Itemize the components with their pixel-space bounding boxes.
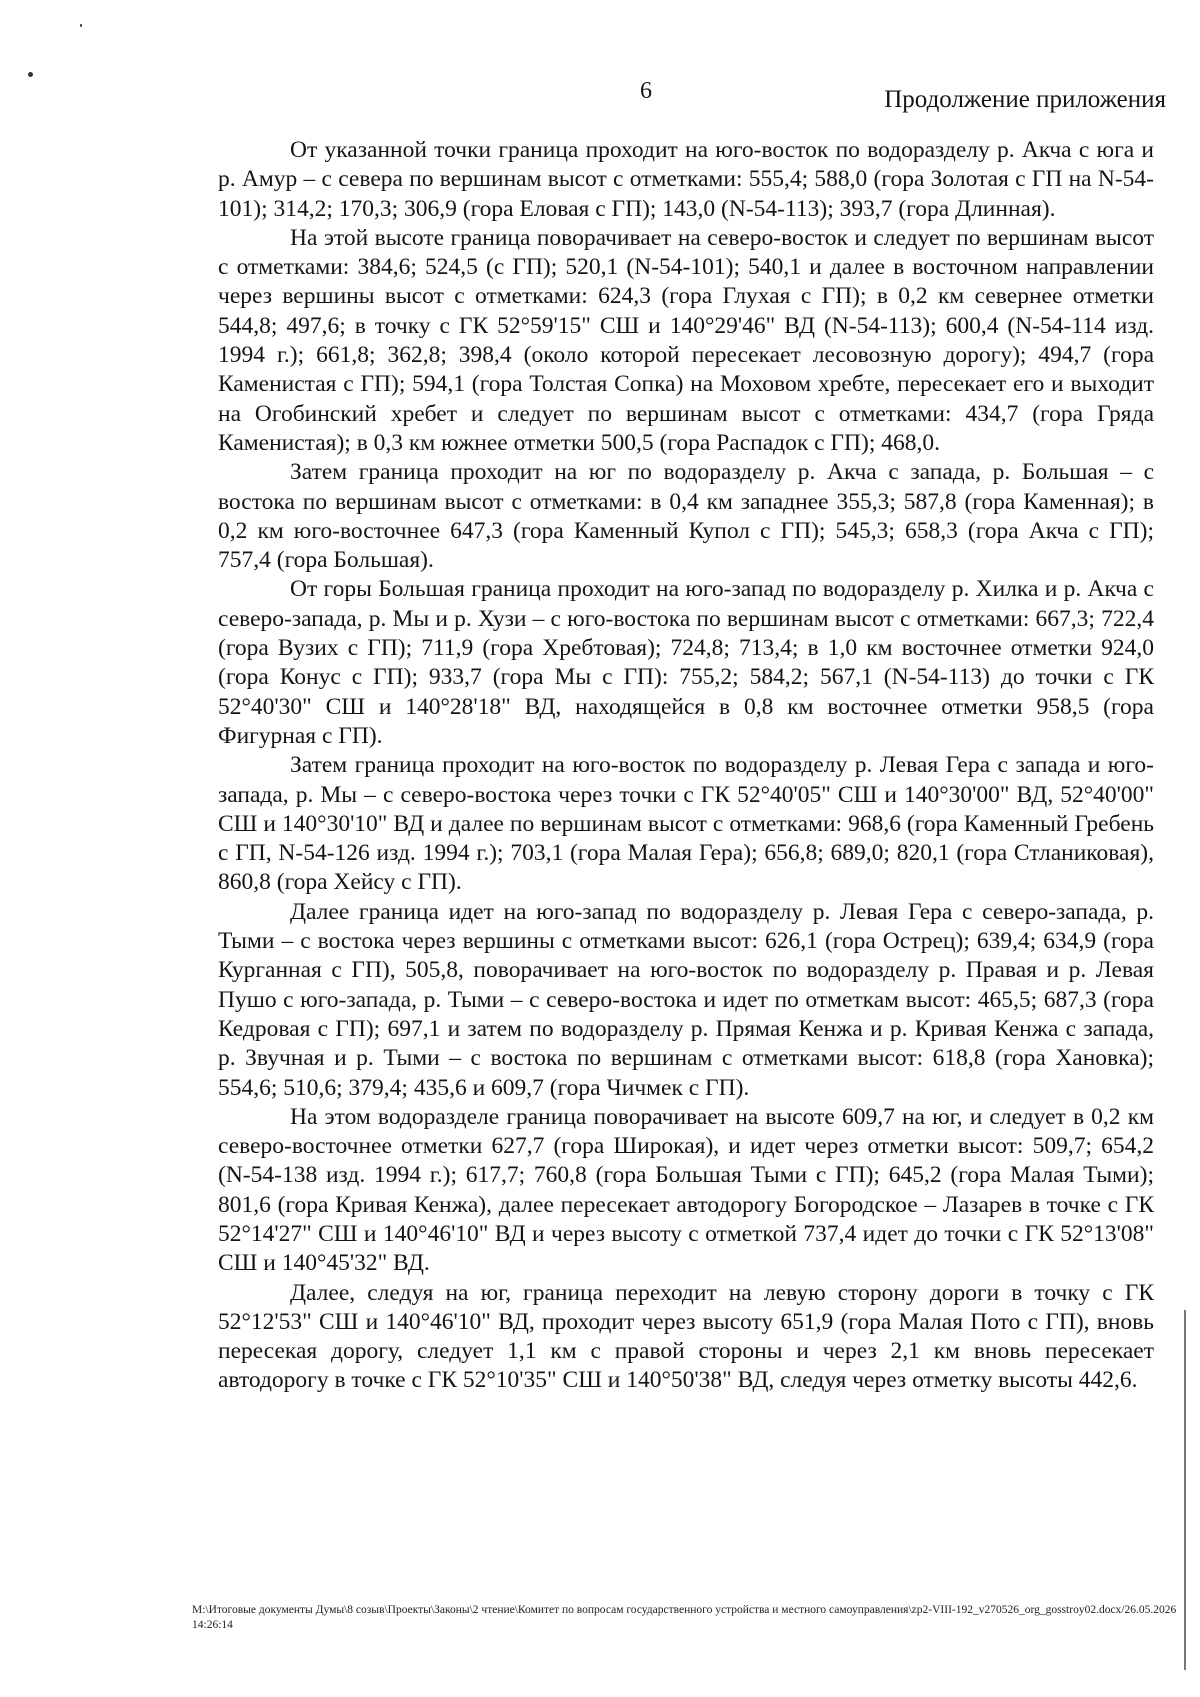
paragraph: От горы Большая граница проходит на юго-запад по водоразделу р. Хилка и р. Акча с северо-запада, р. Мы и р. Хузи – с юго-востока по вершинам высот с отметками: 667,3; 722,4 (гора Вузих с ГП); 711,9 (гора Хребтовая); 724,8; 713,4; в 1,0 км восточнее отметки 924,0 (гора Конус с ГП); 933,7 (гора Мы с ГП): 755,2; 584,2; 567,1 (N-54-113) до точки с ГК 52°40'30" СШ и 140°28'18" ВД, находящейся в 0,8 км восточнее отметки 958,5 (гора Фигурная с ГП). [218,576,1154,749]
scan-edge-line [1184,1310,1186,1670]
paragraph: Затем граница проходит на юг по водоразделу р. Акча с запада, р. Большая – с востока по вершинам высот с отметками: в 0,4 км западнее 355,3; 587,8 (гора Каменная); в 0,2 км юго-восточнее 647,3 (гора Каменный Купол с ГП); 545,3; 658,3 (гора Акча с ГП); 757,4 (гора Большая). [218,459,1154,574]
footer-file-path: M:\Итоговые документы Думы\8 созыв\Проекты\Законы\2 чтение\Комитет по вопросам государственного устройства и местного самоуправления\zp2-VIII-192_v270526_org_gosstroy02.docx/26.05.2026 14:26:14 [192,1604,1177,1631]
paragraph: Далее, следуя на юг, граница переходит на левую сторону дороги в точку с ГК 52°12'53" СШ и 140°46'10" ВД, проходит через высоту 651,9 (гора Малая Пото с ГП), вновь пересекая дорогу, следует 1,1 км с правой стороны и через 2,1 км вновь пересекает автодорогу в точке с ГК 52°10'35" СШ и 140°50'38" ВД, следуя через отметку высоты 442,6. [218,1279,1154,1394]
header-note: Продолжение приложения [884,86,1166,113]
document-body [218,136,1154,1396]
paragraph: На этом водоразделе граница поворачивает на высоте 609,7 на юг, и следует в 0,2 км северо-восточнее отметки 627,7 (гора Широкая), и идет через отметки высот: 509,7; 654,2 (N-54-138 изд. 1994 г.); 617,7; 760,8 (гора Большая Тыми с ГП); 645,2 (гора Малая Тыми); 801,6 (гора Кривая Кенжа), далее пересекает автодорогу Богородское – Лазарев в точке с ГК 52°14'27" СШ и 140°46'10" ВД и через высоту с отметкой 737,4 идет до точки с ГК 52°13'08" СШ и 140°45'32" ВД. [218,1103,1154,1277]
paragraph: На этой высоте граница поворачивает на северо-восток и следует по вершинам высот с отметками: 384,6; 524,5 (с ГП); 520,1 (N-54-101); 540,1 и далее в восточном направлении через вершины высот с отметками: 624,3 (гора Глухая с ГП); в 0,2 км севернее отметки 544,8; 497,6; в точку с ГК 52°59'15" СШ и 140°29'46" ВД (N-54-113); 600,4 (N-54-114 изд. 1994 г.); 661,8; 362,8; 398,4 (около которой пересекает лесовозную дорогу); 494,7 (гора Каменистая с ГП); 594,1 (гора Толстая Сопка) на Моховом хребте, пересекает его и выходит на Огобинский хребет и следует по вершинам высот с отметками: 434,7 (гора Гряда Каменистая); в 0,3 км южнее отметки 500,5 (гора Распадок с ГП); 468,0. [218,224,1154,456]
paragraph: Затем граница проходит на юго-восток по водоразделу р. Левая Гера с запада и юго-запада, р. Мы – с северо-востока через точки с ГК 52°40'05" СШ и 140°30'00" ВД, 52°40'00" СШ и 140°30'10" ВД и далее по вершинам высот с отметками: 968,6 (гора Каменный Гребень с ГП, N-54-126 изд. 1994 г.); 703,1 (гора Малая Гера); 656,8; 689,0; 820,1 (гора Стланиковая), 860,8 (гора Хейсу с ГП). [218,752,1154,896]
scan-speck-mark [80,24,82,27]
scan-dot-mark [28,72,33,77]
paragraph: От указанной точки граница проходит на юго-восток по водоразделу р. Акча с юга и р. Амур – с севера по вершинам высот с отметками: 555,4; 588,0 (гора Золотая с ГП на N-54-101); 314,2; 170,3; 306,9 (гора Еловая с ГП); 143,0 (N-54-113); 393,7 (гора Длинная). [218,137,1154,222]
paragraph: Далее граница идет на юго-запад по водоразделу р. Левая Гера с северо-запада, р. Тыми – с востока через вершины с отметками высот: 626,1 (гора Острец); 639,4; 634,9 (гора Курганная с ГП), 505,8, поворачивает на юго-восток по водоразделу р. Правая и р. Левая Пушо с юго-запада, р. Тыми – с северо-востока и идет по отметкам высот: 465,5; 687,3 (гора Кедровая с ГП); 697,1 и затем по водоразделу р. Прямая Кенжа и р. Кривая Кенжа с запада, р. Звучная и р. Тыми – с востока по вершинам с отметками высот: 618,8 (гора Хановка); 554,6; 510,6; 379,4; 435,6 и 609,7 (гора Чичмек с ГП). [218,898,1154,1101]
page-number: 6 [640,78,652,104]
